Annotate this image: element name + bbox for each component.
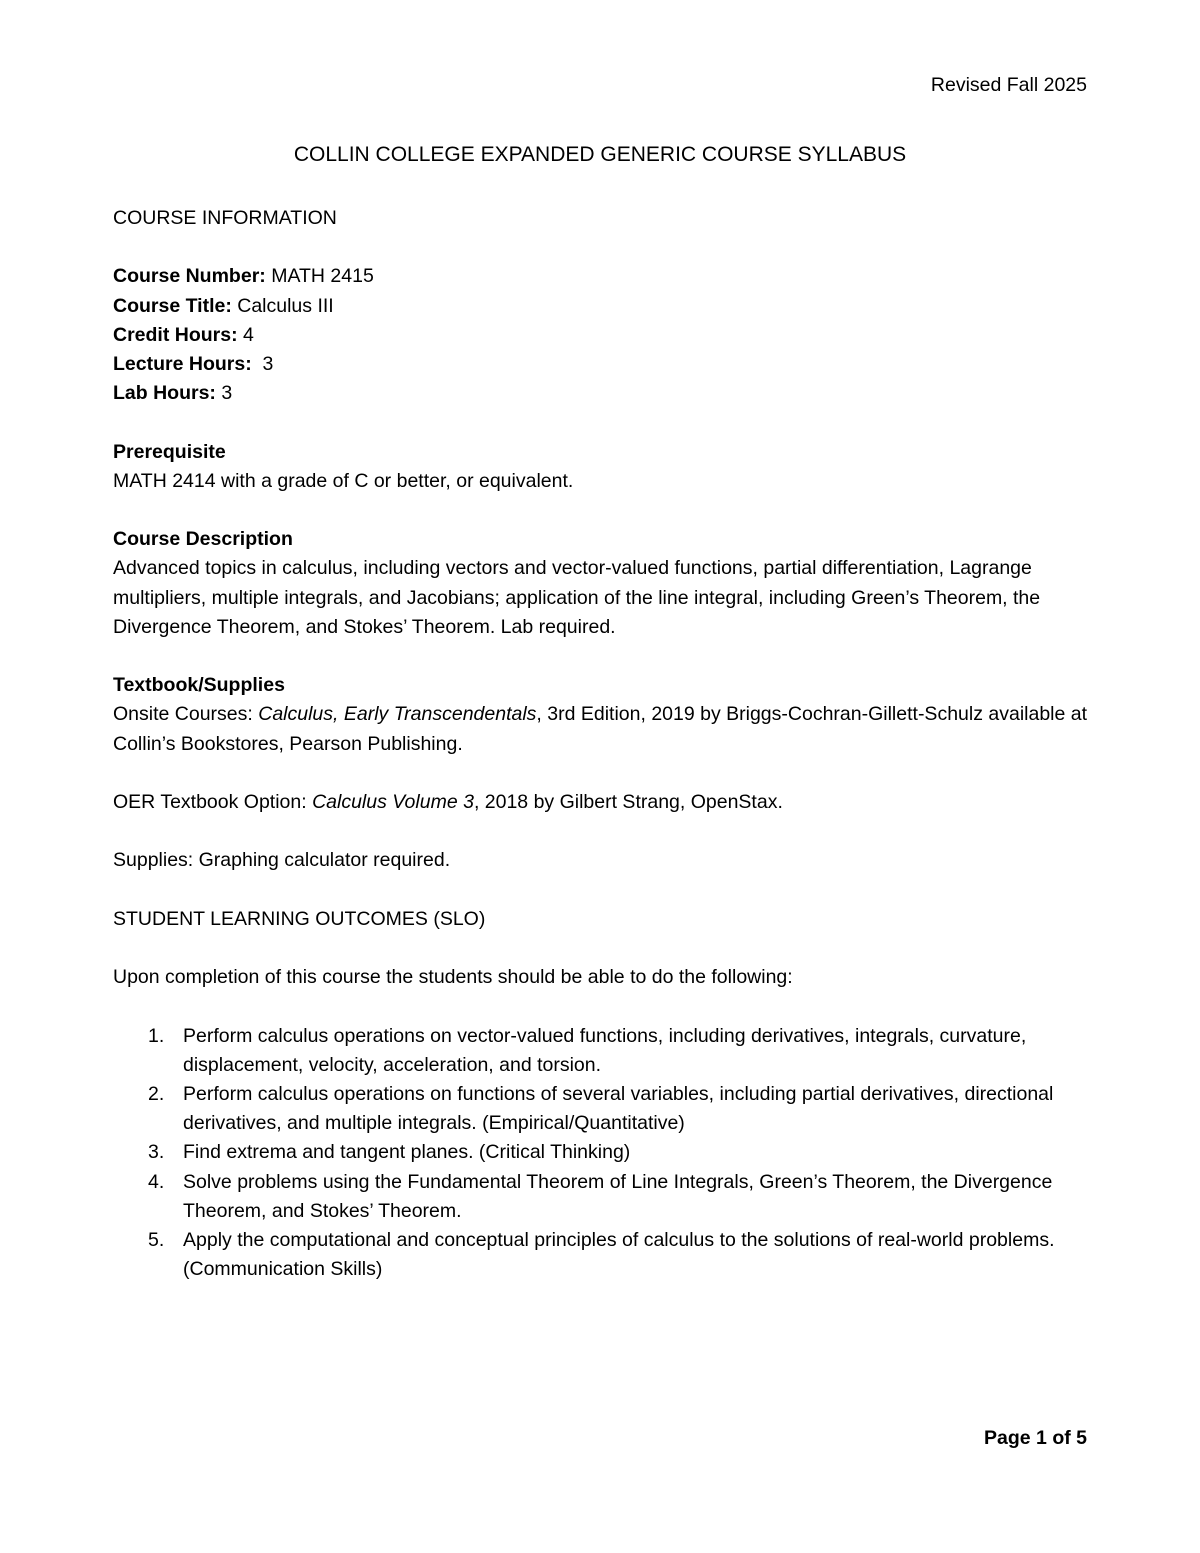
slo-list (113, 1022, 1093, 1285)
course-information-heading: COURSE INFORMATION (113, 207, 337, 229)
item-text: Solve problems using the Fundamental Theorem of Line Integrals, Green’s Theorem, the Divergence Theorem, and Stokes’ Theorem. (183, 1170, 1053, 1222)
list-item (148, 1138, 1093, 1167)
oer-details: , 2018 by Gilbert Strang, OpenStax. (473, 790, 783, 813)
credit-hours-line (113, 321, 1093, 350)
course-description-text: Advanced topics in calculus, including vectors and vector-valued functions, partial differentiation, Lagrange multipliers, multiple integrals, and Jacobians; application of the line integral, including Green’s Theorem, the Divergence Theorem, and Stokes’ Theorem. Lab required. (113, 557, 1041, 638)
item-text: Find extrema and tangent planes. (Critical Thinking) (183, 1141, 631, 1164)
onsite-book-title: Calculus, Early Transcendentals (258, 703, 537, 726)
list-item (148, 1226, 1093, 1284)
field-value: 4 (237, 323, 254, 346)
field-value: 3 (215, 382, 233, 405)
field-label: Lab Hours: (113, 382, 216, 405)
onsite-details: , 3rd Edition, 2019 by Briggs-Cochran-Gillett-Schulz available at Collin’s Bookstores, Pearson Publishing. (113, 703, 1088, 755)
lecture-hours-line (113, 350, 1093, 379)
supplies-text: Supplies: Graphing calculator required. (113, 849, 451, 872)
course-description-heading: Course Description (113, 528, 293, 551)
page-number: Page 1 of 5 (984, 1427, 1087, 1449)
prerequisite-text: MATH 2414 with a grade of C or better, or equivalent. (113, 469, 574, 492)
course-info-fields (113, 262, 1093, 408)
item-text: Perform calculus operations on vector-valued functions, including derivatives, integrals, curvature, displacement, velocity, acceleration, and torsion. (183, 1024, 1027, 1076)
slo-heading: STUDENT LEARNING OUTCOMES (SLO) (113, 907, 486, 930)
onsite-prefix: Onsite Courses: (113, 703, 259, 726)
revision-note: Revised Fall 2025 (930, 74, 1087, 96)
document-body (113, 204, 1093, 1284)
oer-book-title: Calculus Volume 3 (312, 790, 474, 813)
field-value: 3 (251, 353, 274, 375)
field-label: Lecture Hours: (113, 353, 252, 375)
list-item (148, 1080, 1093, 1138)
item-text: Apply the computational and conceptual principles of calculus to the solutions of real-world problems. (Communication Skills) (183, 1228, 1055, 1281)
field-value: Calculus III (231, 294, 334, 317)
textbook-heading: Textbook/Supplies (113, 674, 285, 697)
oer-prefix: OER Textbook Option: (113, 790, 313, 813)
oer-textbook-text (113, 788, 1093, 817)
item-number: 3. (148, 1141, 165, 1164)
item-text: Perform calculus operations on functions of several variables, including partial derivatives, directional derivatives, and multiple integrals. (Empirical/Quantitative) (183, 1082, 1054, 1135)
course-number-line (113, 262, 1093, 291)
list-item (148, 1168, 1093, 1226)
document-title: COLLIN COLLEGE EXPANDED GENERIC COURSE SYLLABUS (293, 143, 907, 166)
item-number: 4. (148, 1170, 165, 1193)
item-number: 1. (148, 1024, 165, 1047)
field-value: MATH 2415 (265, 265, 374, 288)
course-title-line (113, 292, 1093, 321)
prerequisite-heading: Prerequisite (113, 440, 226, 463)
onsite-textbook-text (113, 700, 1093, 758)
field-label: Course Title: (113, 294, 232, 317)
slo-intro: Upon completion of this course the students should be able to do the following: (113, 966, 793, 989)
item-number: 2. (148, 1082, 165, 1105)
field-label: Credit Hours: (113, 323, 238, 346)
field-label: Course Number: (113, 265, 266, 288)
list-item (148, 1022, 1093, 1080)
lab-hours-line (113, 379, 1093, 408)
item-number: 5. (148, 1228, 165, 1251)
